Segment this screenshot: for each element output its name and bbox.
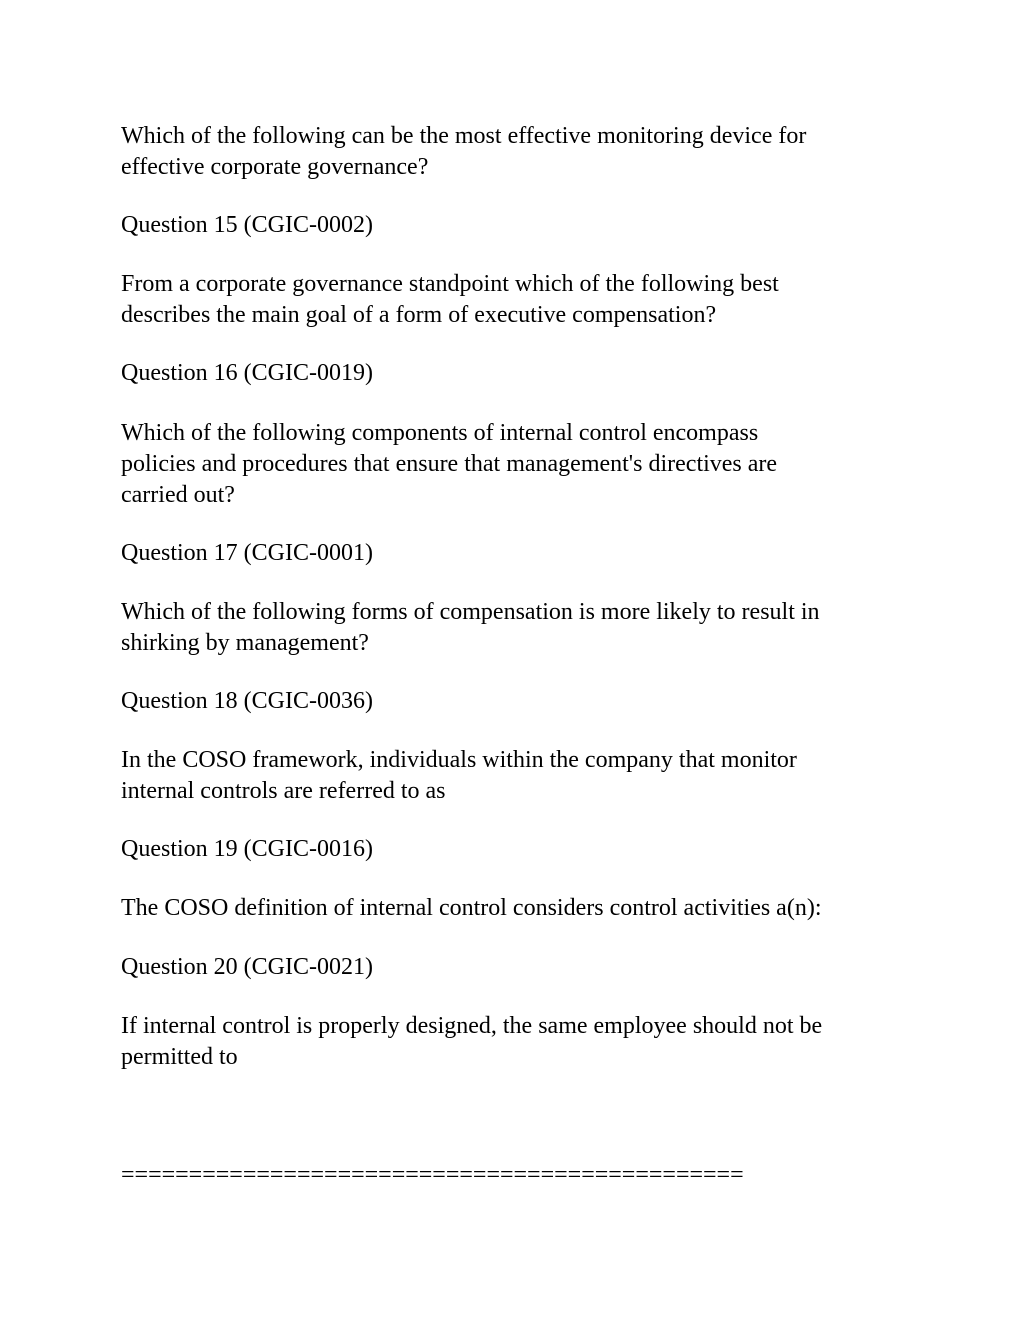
question-20-text-line-1: If internal control is properly designed, the same employee should not be [121, 1013, 823, 1039]
question-20-heading: Question 20 (CGIC-0021) [121, 954, 373, 980]
separator-rule: ============================================== [121, 1162, 744, 1188]
question-17-text-line-2: shirking by management? [121, 630, 369, 656]
question-15-text-line-2: describes the main goal of a form of executive compensation? [121, 302, 717, 328]
question-14-text-line-1: Which of the following can be the most effective monitoring device for [121, 123, 807, 149]
question-19-heading: Question 19 (CGIC-0016) [121, 836, 373, 862]
question-16-text-line-3: carried out? [121, 482, 235, 508]
question-16-text-line-2: policies and procedures that ensure that management's directives are [121, 451, 778, 477]
question-19-text-line-1: The COSO definition of internal control considers control activities a(n): [121, 895, 822, 921]
question-15-heading: Question 15 (CGIC-0002) [121, 212, 373, 238]
question-17-heading: Question 17 (CGIC-0001) [121, 540, 373, 566]
question-18-heading: Question 18 (CGIC-0036) [121, 688, 373, 714]
question-15-text-line-1: From a corporate governance standpoint which of the following best [121, 271, 779, 297]
question-18-text-line-2: internal controls are referred to as [121, 778, 446, 804]
question-16-text-line-1: Which of the following components of internal control encompass [121, 420, 759, 446]
question-18-text-line-1: In the COSO framework, individuals within the company that monitor [121, 747, 797, 773]
question-17-text-line-1: Which of the following forms of compensation is more likely to result in [121, 599, 820, 625]
question-14-text-line-2: effective corporate governance? [121, 154, 429, 180]
question-20-text-line-2: permitted to [121, 1044, 238, 1070]
question-16-heading: Question 16 (CGIC-0019) [121, 360, 373, 386]
